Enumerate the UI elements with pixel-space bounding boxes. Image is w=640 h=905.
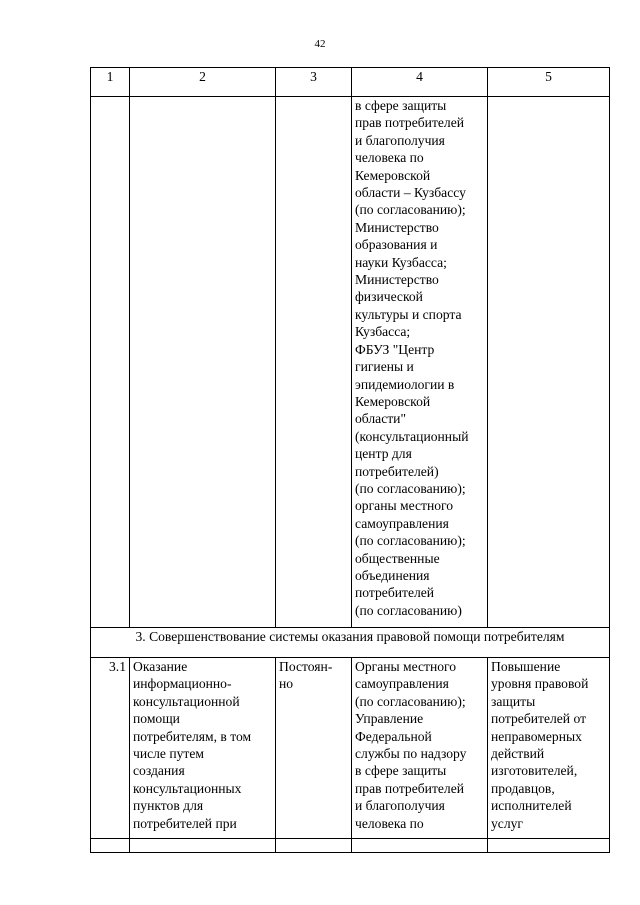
text-line: Федеральной (355, 728, 432, 744)
text-line: науки Кузбасса; (355, 254, 447, 270)
table-bottom-row (91, 839, 610, 853)
measure-expected-result (488, 658, 610, 839)
text-line: потребителей (355, 585, 435, 601)
continuation-cell-1 (91, 97, 130, 628)
text-line: Повышение (491, 659, 561, 674)
continuation-cell-3 (276, 97, 352, 628)
bottom-cell-3 (276, 839, 352, 853)
text-line: исполнителей (491, 798, 572, 814)
text-line: информационно- (133, 676, 232, 692)
bottom-cell-5 (488, 839, 610, 853)
text-line: потребителей при (133, 815, 237, 831)
text-line: изготовителей, (491, 763, 578, 779)
text-line: продавцов, (491, 780, 555, 796)
text-line: человека по (355, 150, 424, 166)
text-line: защиты (491, 693, 536, 709)
measures-table (90, 67, 610, 853)
text-line: гигиены и (355, 359, 414, 375)
text-line: Кузбасса; (355, 324, 411, 340)
table-row-3-1 (91, 658, 610, 839)
header-col-4: 4 (352, 68, 488, 97)
text-line: (по согласованию); (355, 693, 466, 709)
text-line: центр для (355, 446, 412, 462)
text-line: органы местного (355, 498, 454, 514)
text-line: консультационной (133, 693, 240, 709)
continuation-cell-2 (130, 97, 276, 628)
bottom-cell-1 (91, 839, 130, 853)
text-line: числе путем (133, 746, 205, 762)
text-line: Органы местного (355, 659, 457, 674)
text-line: в сфере защиты (355, 763, 447, 779)
text-line: самоуправления (355, 676, 449, 692)
text-line: образования и (355, 237, 438, 253)
text-line: объединения (355, 567, 430, 583)
section-3-row (91, 628, 610, 658)
text-line: потребителей) (355, 463, 439, 479)
continuation-cell-5 (488, 97, 610, 628)
text-line: и благополучия (355, 798, 445, 814)
text-line: Министерство (355, 272, 439, 288)
text-line: помощи (133, 711, 180, 727)
bottom-cell-2 (130, 839, 276, 853)
continuation-row (91, 97, 610, 628)
measure-deadline (276, 658, 352, 839)
text-line: прав потребителей (355, 115, 465, 131)
page-number: 42 (314, 38, 326, 50)
text-line: службы по надзору (355, 746, 467, 762)
bottom-cell-4 (352, 839, 488, 853)
text-line: прав потребителей (355, 780, 465, 796)
column-number-header-row (91, 68, 610, 97)
text-line: потребителям, в том (133, 728, 252, 744)
text-line: Кемеровской (355, 393, 431, 409)
measure-executors (352, 658, 488, 839)
text-line: (по согласованию); (355, 202, 466, 218)
text-line: в сфере защиты (355, 98, 447, 113)
header-col-5: 5 (488, 68, 610, 97)
text-line: потребителей от (491, 711, 587, 727)
text-line: (по согласованию) (355, 602, 462, 618)
text-line: ФБУЗ "Центр (355, 341, 435, 357)
text-line: физической (355, 289, 423, 305)
text-line: области" (355, 411, 406, 427)
text-line: самоуправления (355, 515, 449, 531)
measure-description (130, 658, 276, 839)
text-line: человека по (355, 815, 424, 831)
text-line: уровня правовой (491, 676, 589, 692)
text-line: Управление (355, 711, 424, 727)
text-line: Кемеровской (355, 167, 431, 183)
text-line: действий (491, 746, 545, 762)
header-col-2: 2 (130, 68, 276, 97)
header-col-1: 1 (91, 68, 130, 97)
text-line: области – Кузбассу (355, 185, 466, 201)
text-line: (консультационный (355, 428, 469, 444)
text-line: неправомерных (491, 728, 582, 744)
row-number: 3.1 (91, 658, 130, 839)
text-line: Постоян- (279, 659, 333, 674)
section-title: 3. Совершенствование системы оказания правовой помощи потребителям (91, 628, 610, 658)
text-line: (по согласованию); (355, 480, 466, 496)
text-line: но (279, 676, 294, 692)
text-line: (по согласованию); (355, 533, 466, 549)
header-col-3: 3 (276, 68, 352, 97)
text-line: и благополучия (355, 132, 445, 148)
text-line: Министерство (355, 219, 439, 235)
continuation-cell-4-executors (352, 97, 488, 628)
text-line: пунктов для (133, 798, 204, 814)
text-line: Оказание (133, 659, 188, 674)
text-line: создания (133, 763, 185, 779)
text-line: общественные (355, 550, 440, 566)
text-line: консультационных (133, 780, 242, 796)
text-line: услуг (491, 815, 523, 831)
text-line: культуры и спорта (355, 306, 462, 322)
text-line: эпидемиологии в (355, 376, 455, 392)
